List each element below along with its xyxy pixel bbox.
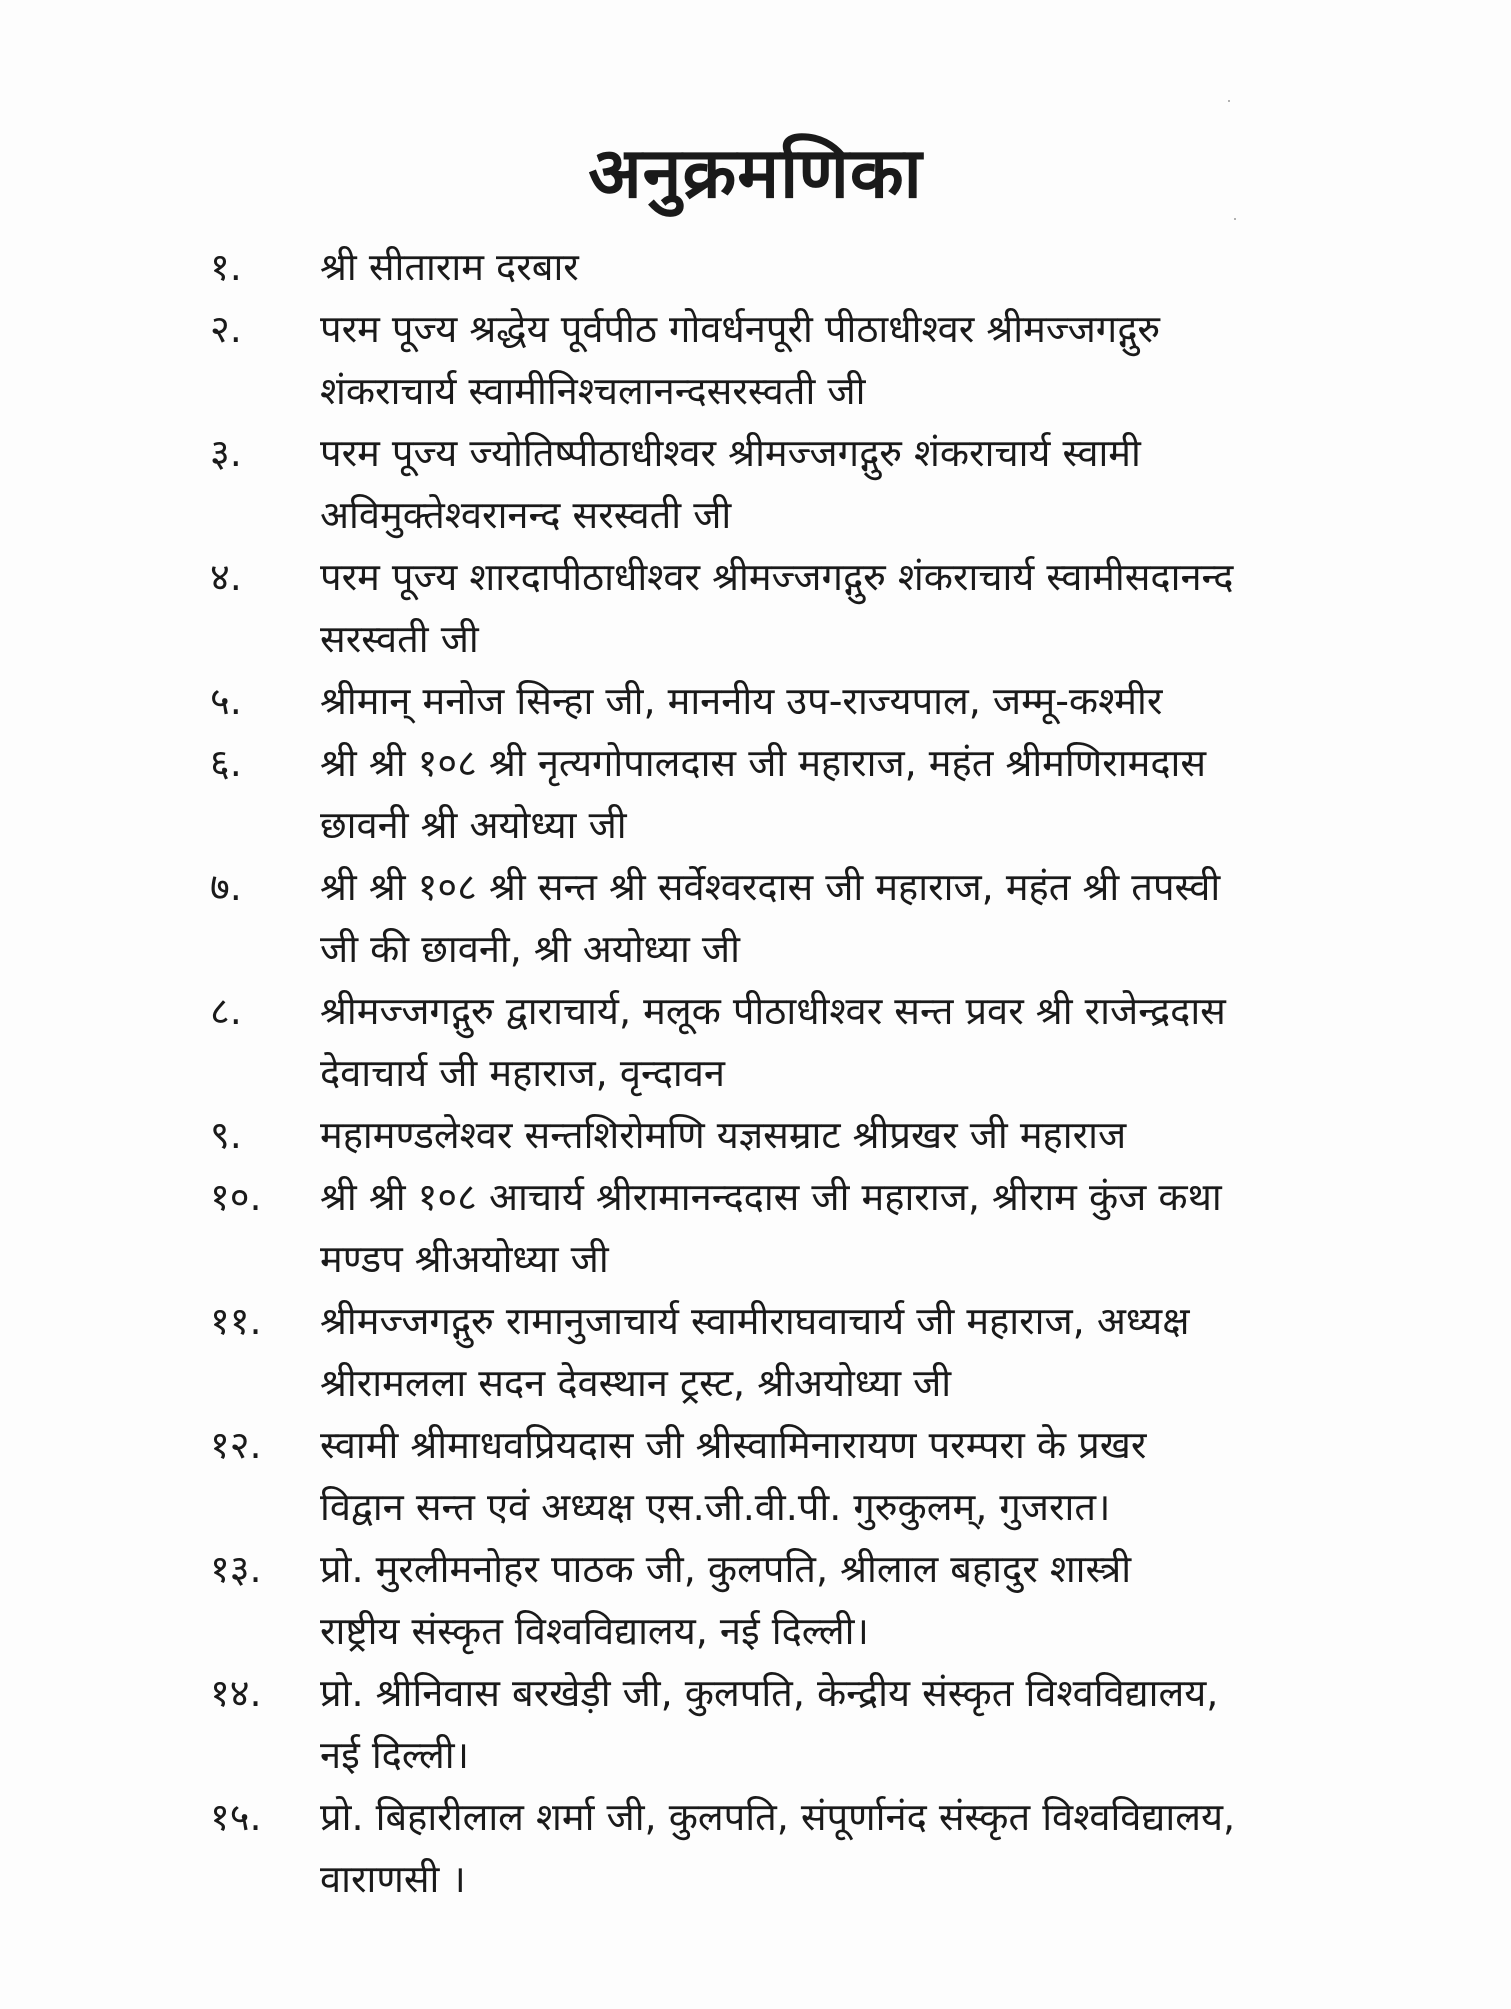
toc-entry-text [320, 1414, 1280, 1538]
toc-entry-line: श्री सीताराम दरबार [320, 245, 579, 289]
toc-entry [210, 1786, 1280, 1910]
toc-entry-text [320, 1662, 1280, 1786]
toc-entry-text [320, 856, 1280, 980]
toc-entry-number: ९. [210, 1113, 242, 1157]
toc-entry-number: ११. [210, 1299, 262, 1343]
page-title: अनुक्रमणिका [588, 131, 923, 214]
toc-entry-text [320, 670, 1280, 732]
toc-entry-text [320, 422, 1280, 546]
toc-entry-line: सरस्वती जी [320, 617, 479, 661]
toc-entry-line: जी की छावनी, श्री अयोध्या जी [320, 927, 740, 971]
toc-entry-text [320, 236, 1280, 298]
toc-entry-line: श्रीमज्जगद्गुरु रामानुजाचार्य स्वामीराघवाचार्य जी महाराज, अध्यक्ष [320, 1299, 1190, 1343]
toc-entry-line: प्रो. मुरलीमनोहर पाठक जी, कुलपति, श्रीलाल बहादुर शास्त्री [320, 1547, 1132, 1591]
toc-entry [210, 980, 1280, 1104]
toc-entry-line: अविमुक्तेश्वरानन्द सरस्वती जी [320, 493, 732, 537]
toc-entry [210, 1414, 1280, 1538]
scan-speck [1234, 218, 1236, 220]
toc-entry-number: ६. [210, 741, 242, 785]
toc-entry-line: वाराणसी । [320, 1857, 466, 1901]
toc-entry-line: श्री श्री १०८ श्री नृत्यगोपालदास जी महाराज, महंत श्रीमणिरामदास [320, 741, 1207, 785]
toc-entry-line: राष्ट्रीय संस्कृत विश्वविद्यालय, नई दिल्ली। [320, 1609, 869, 1653]
toc-entry [210, 236, 1280, 298]
toc-entry-line: छावनी श्री अयोध्या जी [320, 803, 627, 847]
toc-entry [210, 732, 1280, 856]
toc-entry-text [320, 1290, 1280, 1414]
toc-entry-number: १०. [210, 1175, 262, 1219]
toc-entry-number: ४. [210, 555, 242, 599]
toc-entry-text [320, 1166, 1280, 1290]
toc-entry-number: ७. [210, 865, 242, 909]
toc-entry-text [320, 980, 1280, 1104]
toc-entry-text [320, 298, 1280, 422]
toc-entry-number: १५. [210, 1795, 262, 1839]
toc-entry-number: २. [210, 307, 242, 351]
toc-entry [210, 546, 1280, 670]
table-of-contents [210, 236, 1280, 1910]
toc-entry [210, 298, 1280, 422]
toc-entry-number: १२. [210, 1423, 262, 1467]
toc-entry-line: विद्वान सन्त एवं अध्यक्ष एस.जी.वी.पी. गुरुकुलम्, गुजरात। [320, 1485, 1111, 1529]
toc-entry [210, 1538, 1280, 1662]
toc-entry [210, 1662, 1280, 1786]
toc-entry-number: ८. [210, 989, 242, 1033]
toc-entry-line: महामण्डलेश्वर सन्तशिरोमणि यज्ञसम्राट श्रीप्रखर जी महाराज [320, 1113, 1127, 1157]
toc-entry-text [320, 546, 1280, 670]
toc-entry [210, 856, 1280, 980]
toc-entry-line: श्रीरामलला सदन देवस्थान ट्रस्ट, श्रीअयोध्या जी [320, 1361, 952, 1405]
toc-entry-number: ३. [210, 431, 242, 475]
toc-entry [210, 1104, 1280, 1166]
toc-entry-line: प्रो. बिहारीलाल शर्मा जी, कुलपति, संपूर्णानंद संस्कृत विश्वविद्यालय, [320, 1795, 1236, 1839]
toc-entry-line: नई दिल्ली। [320, 1733, 469, 1777]
toc-entry [210, 422, 1280, 546]
toc-entry-number: १४. [210, 1671, 262, 1715]
toc-entry-number: ५. [210, 679, 242, 723]
toc-entry-text [320, 1104, 1280, 1166]
toc-entry-line: परम पूज्य श्रद्धेय पूर्वपीठ गोवर्धनपूरी पीठाधीश्वर श्रीमज्जगद्गुरु [320, 307, 1161, 351]
toc-entry-line: श्री श्री १०८ श्री सन्त श्री सर्वेश्वरदास जी महाराज, महंत श्री तपस्वी [320, 865, 1221, 909]
toc-entry-number: १३. [210, 1547, 262, 1591]
toc-entry-line: शंकराचार्य स्वामीनिश्चलानन्दसरस्वती जी [320, 369, 866, 413]
toc-entry [210, 1166, 1280, 1290]
toc-entry-text [320, 1786, 1280, 1910]
scan-speck [1228, 100, 1230, 102]
toc-entry-number: १. [210, 245, 242, 289]
toc-entry-line: मण्डप श्रीअयोध्या जी [320, 1237, 609, 1281]
toc-entry [210, 670, 1280, 732]
toc-entry-line: स्वामी श्रीमाधवप्रियदास जी श्रीस्वामिनारायण परम्परा के प्रखर [320, 1423, 1147, 1467]
toc-entry-text [320, 1538, 1280, 1662]
toc-entry-line: श्रीमज्जगद्गुरु द्वाराचार्य, मलूक पीठाधीश्वर सन्त प्रवर श्री राजेन्द्रदास [320, 989, 1226, 1033]
toc-entry-line: प्रो. श्रीनिवास बरखेड़ी जी, कुलपति, केन्द्रीय संस्कृत विश्वविद्यालय, [320, 1671, 1219, 1715]
toc-entry-line: परम पूज्य शारदापीठाधीश्वर श्रीमज्जगद्गुरु शंकराचार्य स्वामीसदानन्द [320, 555, 1234, 599]
toc-entry-line: श्री श्री १०८ आचार्य श्रीरामानन्ददास जी महाराज, श्रीराम कुंज कथा [320, 1175, 1222, 1219]
toc-entry-line: श्रीमान् मनोज सिन्हा जी, माननीय उप-राज्यपाल, जम्मू-कश्मीर [320, 679, 1163, 723]
toc-entry-text [320, 732, 1280, 856]
toc-entry [210, 1290, 1280, 1414]
toc-entry-line: देवाचार्य जी महाराज, वृन्दावन [320, 1051, 725, 1095]
toc-entry-line: परम पूज्य ज्योतिष्पीठाधीश्वर श्रीमज्जगद्गुरु शंकराचार्य स्वामी [320, 431, 1141, 475]
